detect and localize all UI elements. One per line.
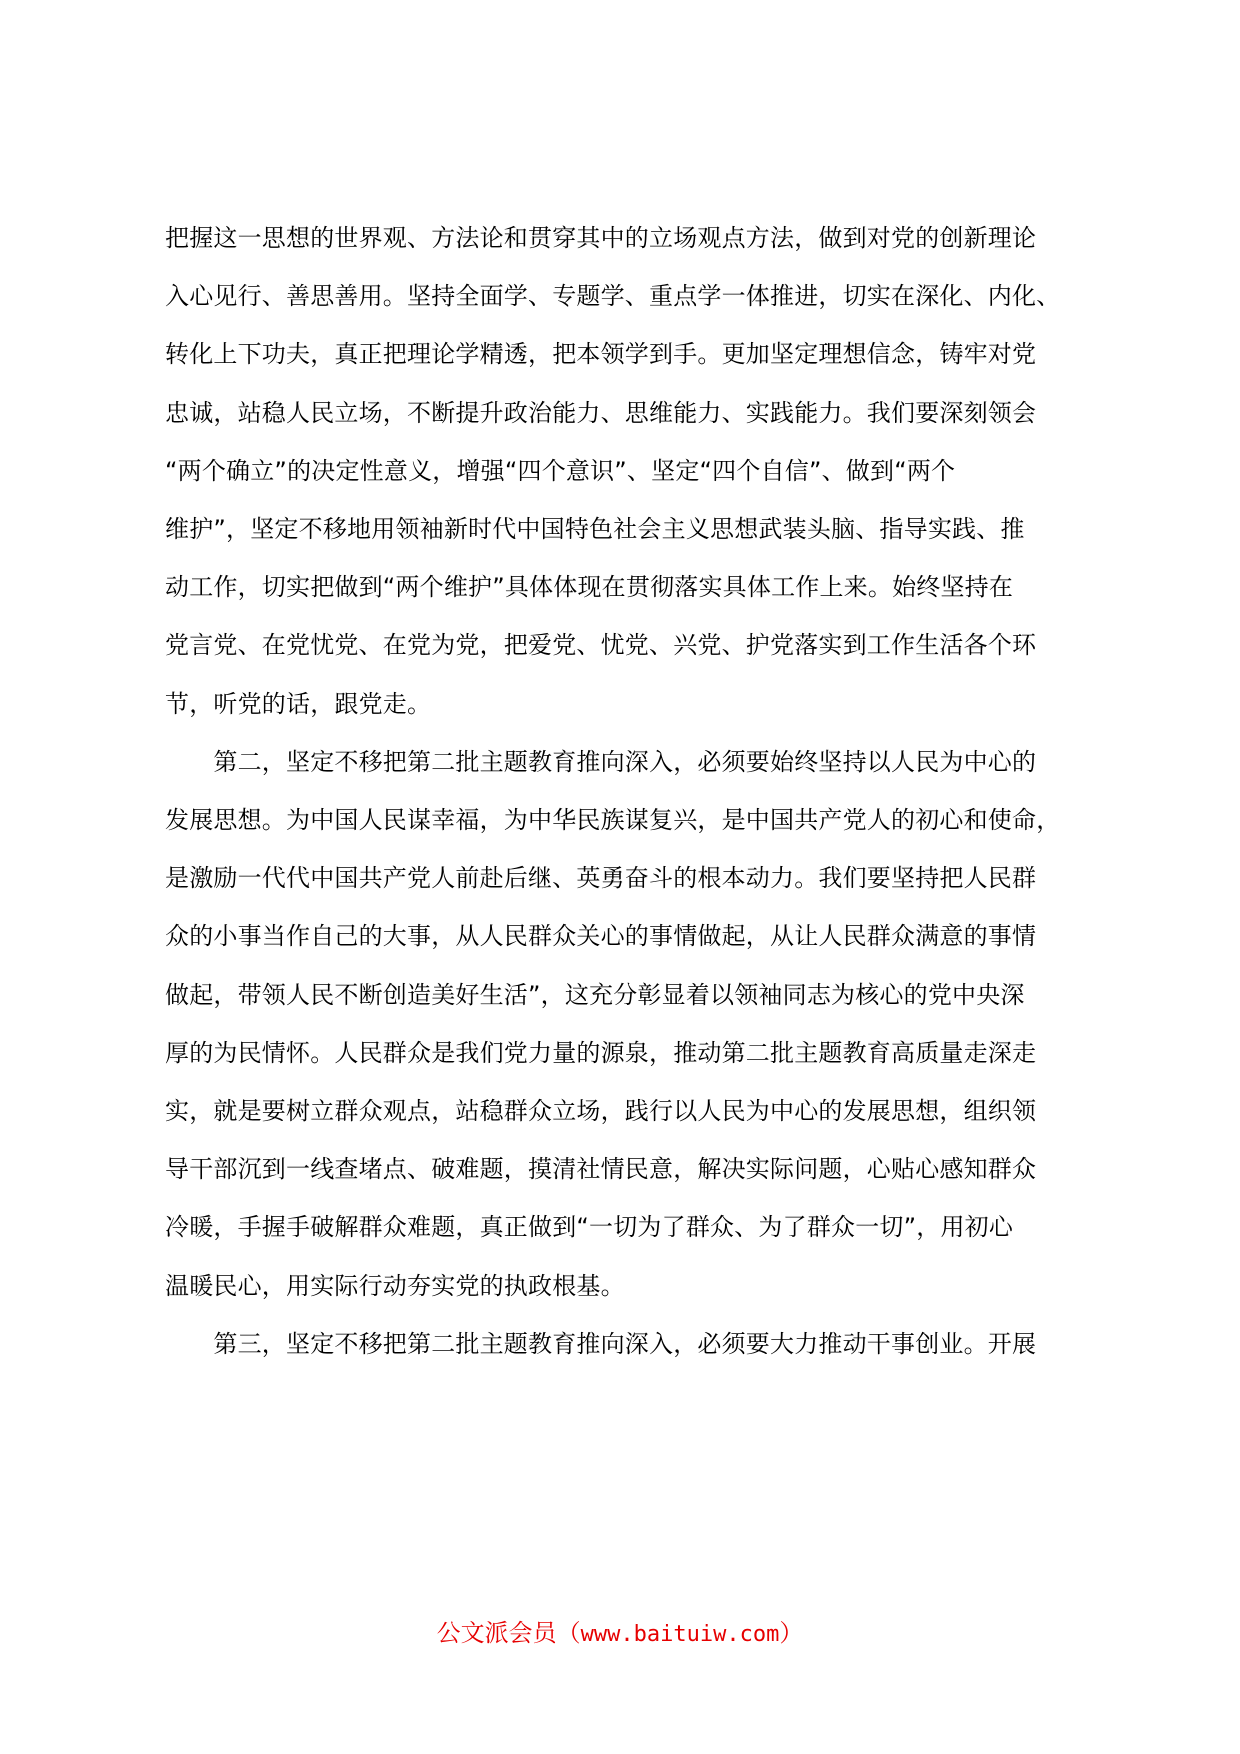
text-line: 是激励一代代中国共产党人前赴后继、英勇奋斗的根本动力。我们要坚持把人民群 xyxy=(165,864,1037,892)
text-line: 众的小事当作自己的大事，从人民群众关心的事情做起，从让人民群众满意的事情 xyxy=(165,922,1037,950)
text-line: 冷暖，手握手破解群众难题，真正做到“一切为了群众、为了群众一切”，用初心 xyxy=(165,1213,1014,1241)
text-line: 忠诚，站稳人民立场，不断提升政治能力、思维能力、实践能力。我们要深刻领会 xyxy=(165,399,1037,427)
text-line: 党言党、在党忧党、在党为党，把爱党、忧党、兴党、护党落实到工作生活各个环 xyxy=(165,631,1037,659)
footer-site-link[interactable]: www.baituiw.com xyxy=(580,1622,780,1647)
footer-brand: 公文派会员（ xyxy=(436,1619,581,1647)
text-line: 做起，带领人民不断创造美好生活”，这充分彰显着以领袖同志为核心的党中央深 xyxy=(165,981,1025,1009)
text-line: 第三，坚定不移把第二批主题教育推向深入，必须要大力推动干事创业。开展 xyxy=(165,1330,1037,1358)
text-line: 动工作，切实把做到“两个维护”具体体现在贯彻落实具体工作上来。始终坚持在 xyxy=(165,573,1014,601)
text-line: 入心见行、善思善用。坚持全面学、专题学、重点学一体推进，切实在深化、内化、 xyxy=(165,282,1061,310)
text-line: 把握这一思想的世界观、方法论和贯穿其中的立场观点方法，做到对党的创新理论 xyxy=(165,224,1037,252)
text-line: 导干部沉到一线查堵点、破难题，摸清社情民意，解决实际问题，心贴心感知群众 xyxy=(165,1155,1037,1183)
footer-close-paren: ） xyxy=(779,1619,804,1647)
text-line: 发展思想。为中国人民谋幸福，为中华民族谋复兴，是中国共产党人的初心和使命， xyxy=(165,806,1061,834)
text-line: 实，就是要树立群众观点，站稳群众立场，践行以人民为中心的发展思想，组织领 xyxy=(165,1097,1037,1125)
text-line: “两个确立”的决定性意义，增强“四个意识”、坚定“四个自信”、做到“两个 xyxy=(165,457,956,485)
text-line: 转化上下功夫，真正把理论学精透，把本领学到手。更加坚定理想信念，铸牢对党 xyxy=(165,340,1037,368)
text-line: 维护”，坚定不移地用领袖新时代中国特色社会主义思想武装头脑、指导实践、推 xyxy=(165,515,1025,543)
text-line: 温暖民心，用实际行动夯实党的执政根基。 xyxy=(165,1272,625,1300)
text-line: 厚的为民情怀。人民群众是我们党力量的源泉，推动第二批主题教育高质量走深走 xyxy=(165,1039,1037,1067)
text-line: 节，听党的话，跟党走。 xyxy=(165,690,432,718)
footer-watermark[interactable] xyxy=(0,1613,1240,1653)
text-line: 第二，坚定不移把第二批主题教育推向深入，必须要始终坚持以人民为中心的 xyxy=(165,748,1037,776)
